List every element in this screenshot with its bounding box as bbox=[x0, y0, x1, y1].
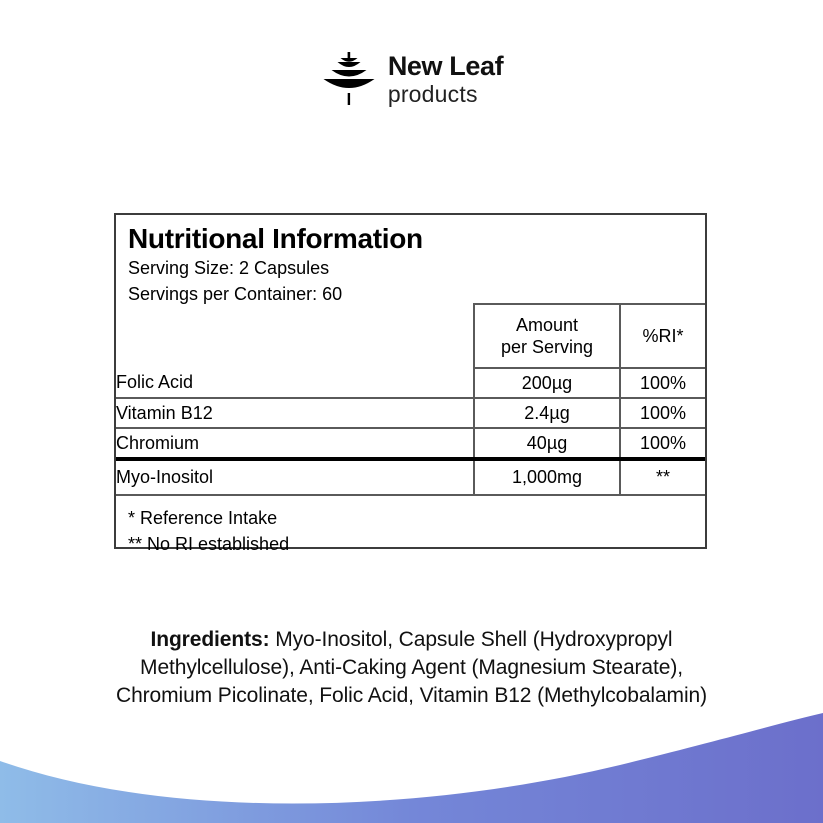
brand-logo bbox=[0, 52, 823, 106]
servings-per-container-text: Servings per Container: 60 bbox=[128, 284, 343, 305]
ingredients-paragraph bbox=[111, 626, 712, 710]
header-amount-line1: Amount bbox=[515, 314, 579, 335]
nutrient-ri: 100% bbox=[620, 398, 705, 428]
table-row bbox=[116, 368, 705, 398]
nutrient-ri: 100% bbox=[620, 368, 705, 398]
brand-name-line1: New Leaf bbox=[387, 50, 504, 81]
table-header-row bbox=[116, 304, 705, 368]
nutrient-amount: 200µg bbox=[474, 368, 620, 398]
nutrient-amount: 40µg bbox=[474, 428, 620, 459]
nutrient-name: Myo-Inositol bbox=[116, 459, 474, 495]
nutrient-name: Vitamin B12 bbox=[116, 398, 474, 428]
table-row bbox=[116, 398, 705, 428]
header-cell-amount bbox=[474, 304, 620, 368]
table-row bbox=[116, 428, 705, 459]
ingredients-label: Ingredients: bbox=[150, 628, 270, 651]
nutrition-information-panel bbox=[114, 213, 707, 555]
nutrition-title: Nutritional Information bbox=[128, 223, 423, 254]
nutrient-name: Folic Acid bbox=[116, 368, 474, 398]
header-cell-ri: %RI* bbox=[620, 304, 705, 368]
nutrition-header bbox=[116, 215, 705, 303]
header-cell-nutrient bbox=[116, 304, 474, 368]
footnote-reference-intake: * Reference Intake bbox=[128, 508, 278, 528]
nutrient-amount: 2.4µg bbox=[474, 398, 620, 428]
nutrient-ri: 100% bbox=[620, 428, 705, 459]
wave-shape bbox=[0, 713, 823, 823]
leaf-tree-logo-icon bbox=[320, 52, 378, 106]
nutrition-table bbox=[116, 303, 705, 496]
brand-logo-inner bbox=[320, 52, 503, 106]
nutrient-ri: ** bbox=[620, 459, 705, 495]
decorative-wave bbox=[0, 713, 823, 823]
nutrient-amount: 1,000mg bbox=[474, 459, 620, 495]
nutrition-footnotes bbox=[116, 496, 705, 557]
serving-size-text: Serving Size: 2 Capsules bbox=[128, 258, 330, 279]
brand-name-line2: products bbox=[387, 80, 478, 107]
ingredients-text: Myo-Inositol, Capsule Shell (Hydroxypropyl Methylcellulose), Anti-Caking Agent (Magnesium Stearate), Chromium Picolinate, Folic Acid, Vitamin B12 (Methylcobalamin) bbox=[116, 628, 707, 707]
table-row-special bbox=[116, 459, 705, 495]
nutrient-name: Chromium bbox=[116, 428, 474, 459]
header-amount-line2: per Serving bbox=[500, 337, 594, 357]
brand-wordmark bbox=[387, 50, 504, 107]
footnote-no-ri-established: ** No RI established bbox=[128, 534, 290, 555]
